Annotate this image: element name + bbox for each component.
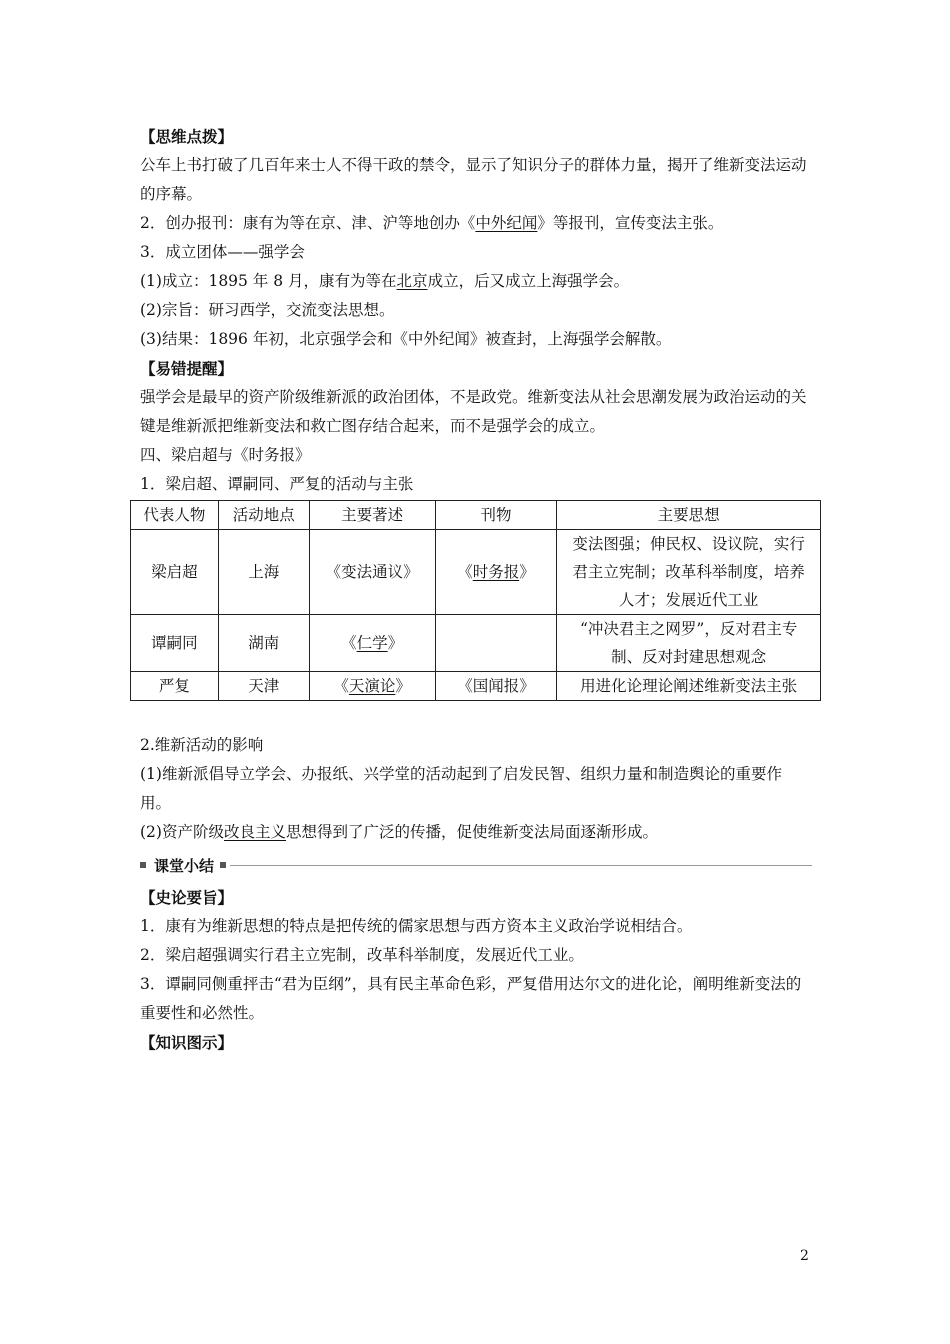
divider — [230, 865, 812, 866]
table-cell — [309, 615, 435, 672]
cell-text: 》 — [387, 634, 404, 652]
table-row — [131, 530, 821, 615]
page-number: 2 — [800, 1248, 809, 1264]
table-cell — [309, 672, 435, 701]
table-header-cell: 代表人物 — [131, 501, 219, 530]
thesis-item-3: 3．谭嗣同侧重抨击“君为臣纲”，具有民主革命色彩，严复借用达尔文的进化论，阐明维新变法的重要性和必然性。 — [140, 975, 802, 1022]
table-cell — [435, 530, 557, 615]
item-3-1-text-a: (1)成立：1895 年 8 月，康有为等在 — [140, 272, 397, 290]
influence-item-1: (1)维新派倡导立学会、办报纸、兴学堂的活动起到了启发民智、组织力量和制造舆论的重要作用。 — [140, 765, 782, 812]
cell-text: 《 — [333, 677, 349, 695]
table-cell: “冲决君主之网罗”，反对君主专制、反对封建思想观念 — [557, 615, 821, 672]
influence-2-text-b: 思想得到了广泛的传播，促使维新变法局面逐渐形成。 — [285, 823, 658, 841]
table-cell: 用进化论理论阐述维新变法主张 — [557, 672, 821, 701]
table-cell: 梁启超 — [131, 530, 219, 615]
error-tip-text: 强学会是最早的资产阶级维新派的政治团体，不是政党。维新变法从社会思潮发展为政治运动的关键是维新派把维新变法和救亡图存结合起来，而不是强学会的成立。 — [140, 388, 807, 435]
table-header-cell: 主要著述 — [309, 501, 435, 530]
item-2-text-a: 2．创办报刊：康有为等在京、津、沪等地创办《 — [140, 214, 476, 232]
table-header-cell: 刊物 — [435, 501, 557, 530]
thesis-item-2: 2．梁启超强调实行君主立宪制，改革科举制度，发展近代工业。 — [140, 946, 584, 964]
item-3-2: (2)宗旨：研习西学，交流变法思想。 — [140, 301, 395, 319]
cell-text: 》 — [519, 563, 535, 581]
table-cell: 湖南 — [218, 615, 309, 672]
cell-text: 《 — [341, 634, 357, 652]
influence-2-underlined: 改良主义 — [223, 823, 286, 841]
reformers-table — [130, 500, 821, 701]
influence-item-2 — [140, 818, 812, 847]
cell-underlined: 仁学 — [356, 634, 388, 652]
error-tip-heading: 【易错提醒】 — [140, 359, 234, 378]
table-row — [131, 672, 821, 701]
class-summary-bar — [140, 853, 812, 877]
item-3-1-text-b: 成立，后又成立上海强学会。 — [427, 272, 630, 290]
thesis-heading: 【史论要旨】 — [140, 888, 234, 907]
table-row — [131, 615, 821, 672]
table-cell: 谭嗣同 — [131, 615, 219, 672]
table-cell: 严复 — [131, 672, 219, 701]
spacer — [140, 701, 812, 731]
square-bullet-icon — [220, 862, 226, 868]
table-cell — [435, 615, 557, 672]
thesis-item-1: 1．康有为维新思想的特点是把传统的儒家思想与西方资本主义政治学说相结合。 — [140, 917, 693, 935]
knowledge-diagram-heading: 【知识图示】 — [140, 1033, 234, 1052]
cell-text: 《 — [457, 563, 473, 581]
item-3-1-underlined: 北京 — [396, 272, 428, 290]
thinking-tip-text: 公车上书打破了几百年来士人不得干政的禁令，显示了知识分子的群体力量，揭开了维新变法运动的序幕。 — [140, 156, 807, 203]
item-3-society: 3．成立团体——强学会 — [140, 243, 305, 261]
thinking-tip-heading: 【思维点拨】 — [140, 127, 234, 146]
cell-text: 》 — [395, 677, 411, 695]
table-header-row — [131, 501, 821, 530]
table-cell: 《变法通议》 — [309, 530, 435, 615]
table-caption: 1．梁启超、谭嗣同、严复的活动与主张 — [140, 475, 414, 493]
item-2-newspapers — [140, 209, 812, 238]
item-2-text-b: 》等报刊，宣传变法主张。 — [537, 214, 724, 232]
table-header-cell: 主要思想 — [557, 501, 821, 530]
item-3-1 — [140, 267, 812, 296]
table-cell: 《国闻报》 — [435, 672, 557, 701]
table-cell: 天津 — [218, 672, 309, 701]
table-cell: 上海 — [218, 530, 309, 615]
item-2-underlined: 中外纪闻 — [475, 214, 538, 232]
item-3-3: (3)结果：1896 年初，北京强学会和《中外纪闻》被查封，上海强学会解散。 — [140, 330, 672, 348]
section-four-heading: 四、梁启超与《时务报》 — [140, 446, 311, 464]
cell-underlined: 天演论 — [348, 677, 396, 695]
square-bullet-icon — [140, 862, 146, 868]
table-cell: 变法图强；伸民权、设议院，实行君主立宪制；改革科举制度，培养人才；发展近代工业 — [557, 530, 821, 615]
influence-heading: 2.维新活动的影响 — [140, 736, 264, 754]
document-body — [140, 122, 812, 1057]
class-summary-title: 课堂小结 — [154, 856, 215, 875]
cell-underlined: 时务报 — [472, 563, 520, 581]
table-header-cell: 活动地点 — [218, 501, 309, 530]
influence-2-text-a: (2)资产阶级 — [140, 823, 224, 841]
